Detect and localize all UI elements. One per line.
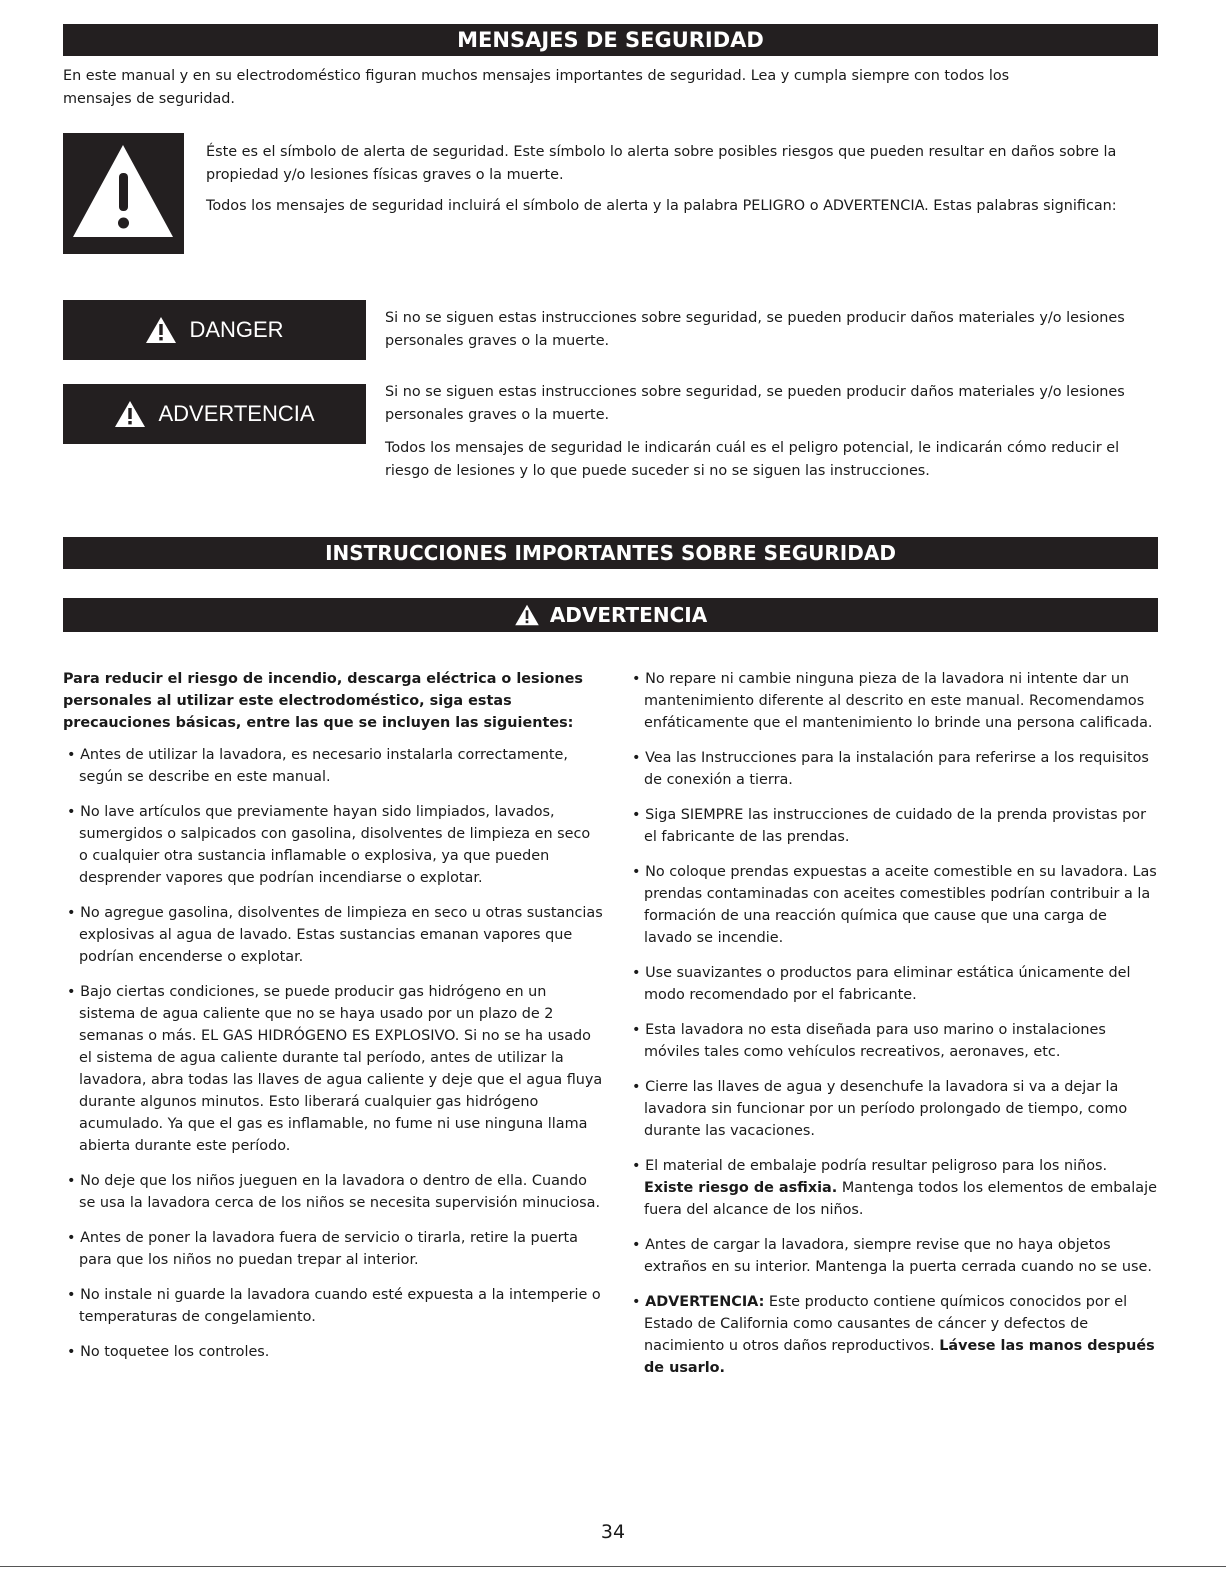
list-item: • No agregue gasolina, disolventes de limpieza en seco u otras sustancias explosivas al agua de lavado. Estas sustancias emanan vapores que podrían encenderse o explotar. [67,905,603,965]
warning-triangle-icon [514,604,540,626]
alert-paragraph-2: Todos los mensajes de seguridad incluirá el símbolo de alerta y la palabra PELIGRO o ADVERTENCIA. Estas palabras significan: [206,198,1117,214]
list-item: • Antes de utilizar la lavadora, es necesario instalarla correctamente, según se describe en este manual. [67,747,568,785]
advertencia-label: ADVERTENCIA [158,401,315,426]
right-column [628,668,1158,1392]
page-number: 34 [600,1521,626,1543]
intro-text: En este manual y en su electrodoméstico figuran muchos mensajes importantes de seguridad. Lea y cumpla siempre con todos los mensajes de seguridad. [63,68,1010,107]
list-item: • No coloque prendas expuestas a aceite comestible en su lavadora. Las prendas contaminadas con aceites comestibles podrían contribuir a la formación de una reacción química que cause que una carga de lavado se incendie. [632,864,1157,946]
warning-triangle-icon [63,133,184,254]
advertencia-text-2: Todos los mensajes de seguridad le indicarán cuál es el peligro potencial, le indicarán cómo reducir el riesgo de lesiones y lo que puede suceder si no se siguen las instrucciones. [385,440,1120,479]
alert-symbol-description [206,141,1136,226]
list-item: • No repare ni cambie ninguna pieza de la lavadora ni intente dar un mantenimiento diferente al descrito en este manual. Recomendamos enfáticamente que el mantenimiento lo brinde una persona calificada. [632,671,1153,731]
warning-triangle-icon [145,316,177,344]
list-item: • Antes de poner la lavadora fuera de servicio o tirarla, retire la puerta para que los niños no puedan trepar al interior. [67,1230,578,1268]
list-item: • No lave artículos que previamente hayan sido limpiados, lavados, sumergidos o salpicados con gasolina, disolventes de limpieza en seco o cualquier otra sustancia inflamable o explosiva, ya que pueden desprender vapores que podrían incendiarse o explotar. [67,804,591,886]
danger-text: Si no se siguen estas instrucciones sobre seguridad, se pueden producir daños materiales y/o lesiones personales graves o la muerte. [385,310,1125,349]
bottom-rule [0,1566,1226,1567]
list-item: • Esta lavadora no esta diseñada para uso marino o instalaciones móviles tales como vehículos recreativos, aeronaves, etc. [632,1022,1106,1060]
section-title-safety-messages: MENSAJES DE SEGURIDAD [63,24,1158,56]
list-item: • Vea las Instrucciones para la instalación para referirse a los requisitos de conexión a tierra. [632,750,1149,788]
list-item: • No toquetee los controles. [67,1344,270,1360]
warning-triangle-icon [114,400,146,428]
section-title-important-instructions: INSTRUCCIONES IMPORTANTES SOBRE SEGURIDAD [63,537,1158,569]
danger-label: DANGER [189,317,284,342]
left-column [63,668,603,1376]
precautions-lead: Para reducir el riesgo de incendio, descarga eléctrica o lesiones personales al utilizar este electrodoméstico, siga estas precauciones básicas, entre las que se incluyen las siguientes: [63,671,583,731]
list-item: • Use suavizantes o productos para eliminar estática únicamente del modo recomendado por el fabricante. [632,965,1131,1003]
advertencia-text: Si no se siguen estas instrucciones sobre seguridad, se pueden producir daños materiales y/o lesiones personales graves o la muerte. [385,384,1125,423]
warning-banner-label: ADVERTENCIA [549,603,708,627]
list-item: • Siga SIEMPRE las instrucciones de cuidado de la prenda provistas por el fabricante de las prendas. [632,807,1147,845]
warning-banner [63,598,1158,632]
list-item: • Cierre las llaves de agua y desenchufe la lavadora si va a dejar la lavadora sin funcionar por un período prolongado de tiempo, como durante las vacaciones. [632,1079,1128,1139]
list-item: • No deje que los niños jueguen en la lavadora o dentro de ella. Cuando se usa la lavadora cerca de los niños se necesita supervisión minuciosa. [67,1173,601,1211]
advertencia-description [385,381,1145,493]
list-item-packaging: • El material de embalaje podría resultar peligroso para los niños. Existe riesgo de asfixia. Mantenga todos los elementos de embalaje fuera del alcance de los niños. [632,1158,1157,1218]
danger-signal-box [63,300,366,360]
safety-alert-symbol-box [63,133,184,254]
list-item: • No instale ni guarde la lavadora cuando esté expuesta a la intemperie o temperaturas de congelamiento. [67,1287,601,1325]
list-item: • Bajo ciertas condiciones, se puede producir gas hidrógeno en un sistema de agua caliente que no se haya usado por un plazo de 2 semanas o más. EL GAS HIDRÓGENO ES EXPLOSIVO. Si no se ha usado el sistema de agua caliente durante tal período, antes de utilizar la lavadora, abra todas las llaves de agua caliente y deje que el agua fluya durante algunos minutos. Esto liberará cualquier gas hidrógeno acumulado. Ya que el gas es inflamable, no fume ni use ninguna llama abierta durante este período. [67,984,603,1154]
alert-paragraph-1: Éste es el símbolo de alerta de seguridad. Este símbolo lo alerta sobre posibles riesgos que pueden resultar en daños sobre la propiedad y/o lesiones físicas graves o la muerte. [206,144,1117,183]
list-item-prop65: • ADVERTENCIA: Este producto contiene químicos conocidos por el Estado de California como causantes de cáncer y defectos de nacimiento u otros daños reproductivos. Lávese las manos después de usarlo. [632,1294,1155,1376]
list-item: • Antes de cargar la lavadora, siempre revise que no haya objetos extraños en su interior. Mantenga la puerta cerrada cuando no se use. [632,1237,1152,1275]
advertencia-signal-box [63,384,366,444]
danger-description [385,307,1145,363]
